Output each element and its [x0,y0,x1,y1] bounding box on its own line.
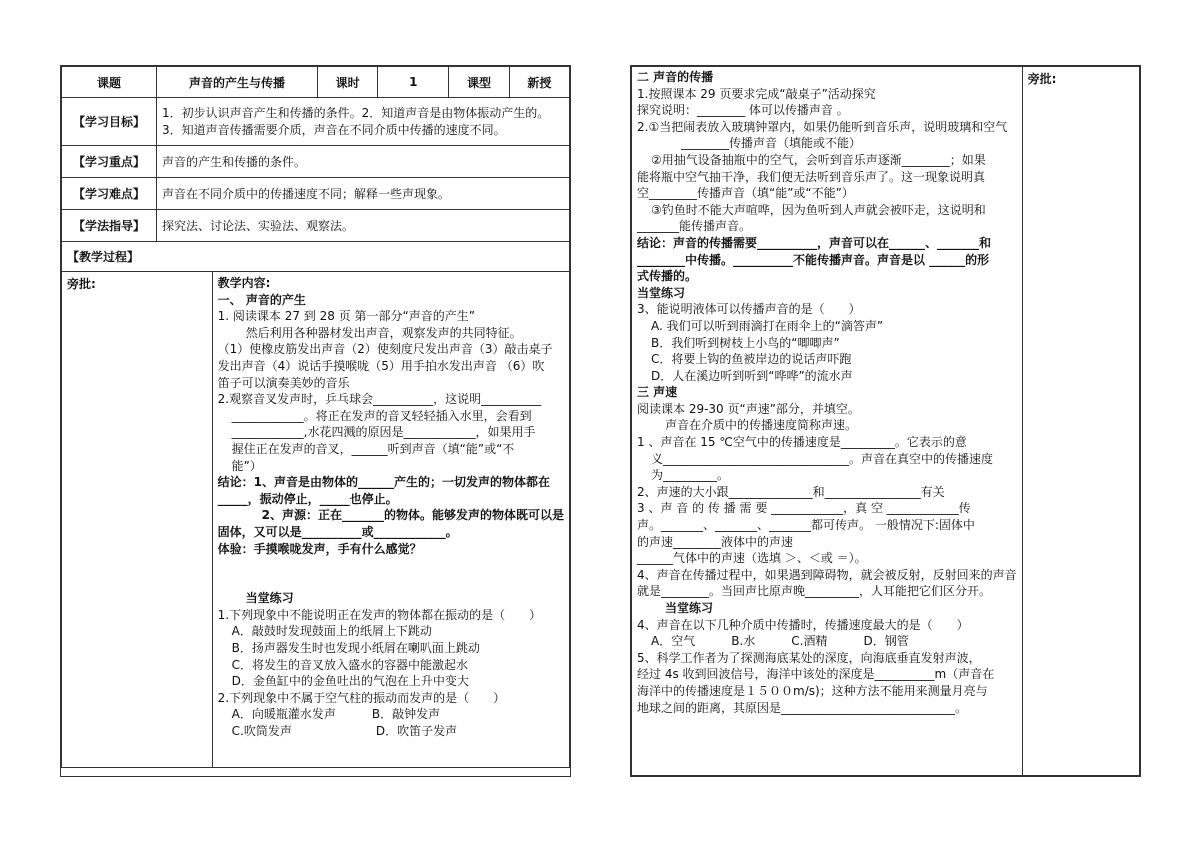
content-line: 发出声音（4）说话手摸喉咙（5）用手拍水发出声音 （6）吹 [217,358,545,373]
option-line: B．扬声器发生时也发现小纸屑在喇叭面上跳动 [231,641,480,656]
content-line: 声音在介质中的传播速度简称声速。 [665,418,858,433]
option-line: A．向暖瓶灌水发声 B．敲钟发声 [231,707,441,722]
content-line: 义_______________________________。声音在真空中的传播速度 [651,451,994,466]
content-line: ________传播声音（填能或不能） [681,136,862,151]
content-line: 3 、声 音 的 传 播 需 要 ____________，真 空 ____________传 [637,501,971,516]
conclusion-line: 固体，又可以是__________或____________。 [217,524,458,539]
content-line: 1 、声音在 15 ℃空气中的传播速度是_________。它表示的意 [637,435,967,450]
content-line: 然后利用各种器材发出声音，观察发声的共同特征。 [245,325,522,340]
content-line: 为_________。 [651,468,730,483]
content-line: 能”） [231,458,262,473]
goal-line: 3．知道声音传播需要介质，声音在不同介质中传播的速度不同。 [162,122,506,137]
question-line: 1.下列现象中不能说明正在发声的物体都在振动的是（ ） [217,607,542,622]
conclusion-line: 2、声源：正在_______的物体。能够发声的物体既可以是 [261,508,564,523]
difficulty-label: 【学习难点】 [62,178,157,210]
section-heading: 二 声音的传播 [637,70,714,84]
option-line: A．敲鼓时发现鼓面上的纸屑上下跳动 [231,624,432,639]
content-line: 2.观察音叉发声时，乒乓球会__________，这说明__________ [217,392,542,407]
topic-label: 课题 [62,67,157,98]
content-line: 阅读课本 29-30 页“声速”部分，并填空。 [637,401,860,416]
conclusion-line: 式传播的。 [637,269,698,284]
content-line: ____________。将正在发声的音叉轻轻插入水里，会看到 [231,408,532,423]
hours-value: 1 [378,67,449,98]
content-line: ③钓鱼时不能大声喧哗，因为鱼听到人声就会被吓走，这说明和 [651,202,986,217]
experience-line: 体验：手摸喉咙发声，手有什么感觉？ [217,541,422,556]
option-line: B．我们听到树枝上小鸟的“唧唧声” [651,335,840,350]
conclusion-line: 结论：1、声音是由物体的______产生的；一切发声的物体都在 [217,475,550,490]
lesson-body-table [61,271,570,768]
lesson-meta-table [61,97,570,272]
content-line: ②用抽气设备抽瓶中的空气，会听到音乐声逐渐________；如果 [651,152,986,167]
side-notes-label: 旁批: [67,277,96,291]
practice-heading: 当堂练习 [245,591,294,606]
content-line: 教学内容: [217,276,271,290]
method-text: 探究法、讨论法、实验法、观察法。 [157,210,570,242]
content-line: 1.按照课本 29 页要求完成“敲桌子”活动探究 [637,86,876,101]
content-line: ____________,水花四溅的原因是____________，如果用手 [231,425,536,440]
content-line: 空________传播声音（填“能”或“不能”） [637,186,854,201]
type-value: 新授 [509,67,569,98]
content-line: 握住正在发声的音叉，______听到声音（填“能”或“不 [231,441,515,456]
lesson-header-table [61,66,570,98]
question-line: 2.下列现象中不属于空气柱的振动而发声的是（ ） [217,690,506,705]
key-text: 声音的产生和传播的条件。 [157,146,570,178]
left-side-notes [62,272,213,768]
practice-heading: 当堂练习 [637,285,686,300]
content-line: （1）使橡皮筋发出声音（2）使刻度尺发出声音（3）敲击桌子 [217,342,553,357]
option-line: A. 我们可以听到雨滴打在雨伞上的“滴答声” [651,318,884,333]
difficulty-text: 声音在不同介质中的传播速度不同；解释一些声现象。 [157,178,570,210]
hours-label: 课时 [318,67,378,98]
question-line: 4、声音在以下几种介质中传播时，传播速度最大的是（ ） [637,617,969,632]
content-line: ______气体中的声速（选填 ＞、＜或 ＝）。 [637,551,867,566]
right-page [630,65,1141,777]
section-heading: 一、 声音的产生 [217,292,306,307]
content-line: 就是________。当回声比原声晚_________，人耳能把它们区分开。 [637,584,992,599]
type-label: 课型 [449,67,509,98]
side-notes-label: 旁批: [1027,72,1057,86]
content-line: 笛子可以演奏美妙的音乐 [217,375,350,390]
question-line: 海洋中的传播速度是１５００m/s)；这种方法不能用来测量月亮与 [637,683,988,698]
right-side-notes [1022,67,1139,776]
option-line: D．人在溪边听到听到“哗哗”的流水声 [651,368,853,383]
conclusion-line: 结论：声音的传播需要__________，声音可以在______、_______和 [637,235,992,250]
goal-line: 1．初步认识声音产生和传播的条件。2．知道声音是由物体振动产生的。 [162,105,550,120]
option-line: C．将要上钩的鱼被岸边的说话声吓跑 [651,352,852,367]
right-content [632,67,1023,776]
left-content [212,272,569,768]
content-line: 探究说明：________ 体可以传播声音 。 [637,103,849,118]
right-body-table [631,66,1140,776]
option-line: A．空气 B.水 C.酒精 D．钢管 [651,634,909,649]
content-line: 2、声速的大小跟______________和________________有关 [637,484,945,499]
content-line: 的声速________液体中的声速 [637,534,794,549]
process-label: 【教学过程】 [62,242,570,272]
question-line: 地球之间的距离，其原因是_____________________________。 [637,700,968,715]
content-line: 4、声音在传播过程中，如果遇到障碍物，就会被反射，反射回来的声音 [637,567,1017,582]
blank-line [218,574,564,591]
topic-value: 声音的产生与传播 [157,67,318,98]
content-line: 声。_______、_______、_______都可传声。 一般情况下:固体中 [637,518,975,533]
option-line: C．将发生的音叉放入盛水的容器中能激起水 [231,657,469,672]
option-line: D．金鱼缸中的金鱼吐出的气泡在上升中变大 [231,674,469,689]
option-line: C.吹筒发声 D．吹笛子发声 [231,724,458,739]
question-line: 5、科学工作者为了探测海底某处的深度，向海底垂直发射声波， [637,650,981,665]
section-heading: 三 声速 [637,385,678,400]
question-line: 3、能说明液体可以传播声音的是（ ） [637,302,861,317]
method-label: 【学法指导】 [62,210,157,242]
content-line: 2.①当把闹表放入玻璃钟罩内，如果仍能听到音乐声，说明玻璃和空气 [637,119,1008,134]
content-line: 1. 阅读课本 27 到 28 页 第一部分“声音的产生” [217,309,475,324]
blank-line [218,557,564,574]
question-line: 经过 4s 收到回波信号，海洋中该处的深度是__________m（声音在 [637,667,995,682]
goal-cell [157,98,570,146]
conclusion-line: _____，振动停止，_____也停止。 [217,491,398,506]
content-line: 能将瓶中空气抽干净，我们便无法听到音乐声了。这一现象说明真 [637,169,986,184]
key-label: 【学习重点】 [62,146,157,178]
practice-heading: 当堂练习 [665,601,714,615]
conclusion-line: ________中传播。__________不能传播声音。声音是以 ______的形 [637,252,990,267]
goal-label: 【学习目标】 [62,98,157,146]
left-page [60,65,571,777]
content-line: _______能传播声音。 [637,219,752,234]
